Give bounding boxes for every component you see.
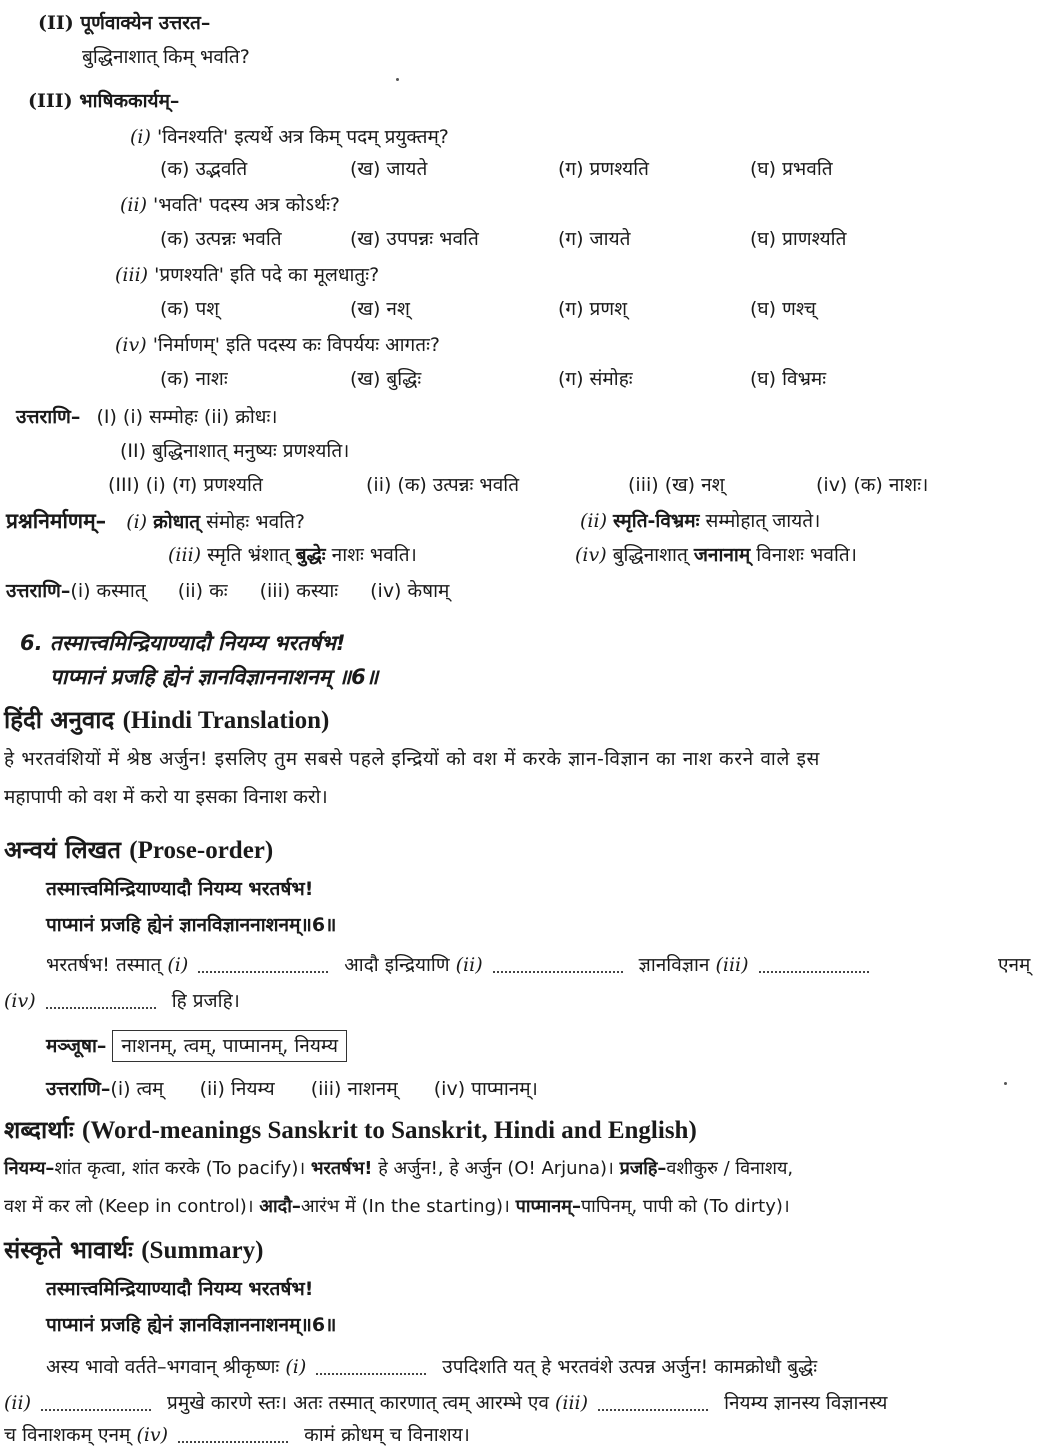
question-making-item-2: (ii) स्मृति-विभ्रमः सम्मोहात् जायते। [580,510,821,532]
answers-label: उत्तराणि– [16,406,81,428]
blank-1[interactable] [198,959,328,973]
item-number: (iv) [115,334,147,356]
summary-fill-line-2: (ii) प्रमुखे कारणे स्तः। अतः तस्मात् कारणात् त्वम् आरम्भे एव (iii) नियम्य ज्ञानस्य विज्ञानस्य [4,1392,888,1414]
blank-4[interactable] [178,1429,288,1443]
item-number: (i) [130,126,151,148]
option: (घ) विभ्रमः [750,368,827,390]
answer: (iv) (क) नाशः। [816,474,929,496]
item-text: 'विनश्यति' इत्यर्थे अत्र किम् पदम् प्रयुक्तम्? [156,126,449,148]
item-number: (iii) [115,264,149,286]
option: (क) उत्पन्नः भवति [160,228,282,250]
option: (ख) उपपन्नः भवति [350,228,479,250]
item-text: 'भवति' पदस्य अत्र कोऽर्थः? [153,194,341,216]
summary-verse-2: पाप्मानं प्रजहि ह्येनं ज्ञानविज्ञाननाशनम्॥6॥ [46,1314,337,1336]
question-making-row-1: प्रश्ननिर्माणम्– (i) क्रोधात् संमोहः भवति? [6,509,305,533]
summary-fill-line-1: अस्य भावो वर्तते–भगवान् श्रीकृष्णः (i) उपदिशति यत् हे भरतवंशे उत्पन्न अर्जुन! कामक्रोधौ बुद्धेः [46,1356,818,1378]
prose-order-heading: अन्वयं लिखत (Prose-order) [4,836,274,864]
option: (ग) संमोहः [558,368,633,390]
blank-4[interactable] [46,995,156,1009]
q3-item-4 [115,332,440,358]
blank-2[interactable] [41,1397,151,1411]
answer: (iii) (ख) नश् [628,474,725,496]
option: (ग) प्रणश् [558,298,628,320]
answers-1-line-1: उत्तराणि– (I) (i) सम्मोहः (ii) क्रोधः। [16,406,278,428]
word-meanings-heading: शब्दार्थाः (Word-meanings Sanskrit to Sanskrit, Hindi and English) [4,1116,697,1144]
blank-3[interactable] [759,959,869,973]
item-number: (ii) [120,194,147,216]
speck [1004,1082,1007,1085]
word-box: नाशनम्, त्वम्, पाप्मानम्, नियम्य [112,1030,347,1062]
option: (घ) प्राणश्यति [750,228,847,250]
option: (घ) प्रभवति [750,158,833,180]
speck [396,78,399,81]
blank-3[interactable] [598,1397,708,1411]
option: (क) उद्भवति [160,158,248,180]
summary-fill-line-3: च विनाशकम् एनम् (iv) कामं क्रोधम् च विनाशय। [4,1424,470,1446]
option: (ख) नश् [350,298,410,320]
prose-fill-line-1: भरतर्षभ! तस्मात् (i) आदौ इन्द्रियाणि (ii) ज्ञानविज्ञान (iii) [46,952,879,978]
option: (घ) णश्च् [750,298,816,320]
answer: (ii) (क) उत्पन्नः भवति [366,474,520,496]
answer: (III) (i) (ग) प्रणश्यति [108,474,263,496]
hindi-translation-line-2: महापापी को वश में करो या इसका विनाश करो। [4,786,328,808]
q3-item-3 [115,262,379,288]
item-text: 'निर्माणम्' इति पदस्य कः विपर्ययः आगतः? [152,334,441,356]
q3-label: (III) भाषिककार्यम्– [28,90,180,112]
blank-1[interactable] [316,1361,426,1375]
option: (क) पश् [160,298,220,320]
prose-verse-1: तस्मात्त्वमिन्द्रियाण्यादौ नियम्य भरतर्षभ! [46,878,314,900]
prose-fill-line-2: (iv) हि प्रजहि। [4,990,240,1012]
q2-label: (II) पूर्णवाक्येन उत्तरत– [38,12,211,34]
word-box-row [46,1030,347,1062]
q2-question: बुद्धिनाशात् किम् भवति? [82,46,250,68]
option: (ग) जायते [558,228,631,250]
item-text: 'प्रणश्यति' इति पदे का मूलधातुः? [154,264,380,286]
blank-2[interactable] [493,959,623,973]
hindi-translation-heading: हिंदी अनुवाद (Hindi Translation) [4,706,330,734]
summary-heading: संस्कृते भावार्थः (Summary) [4,1236,264,1264]
question-making-item-3: (iii) स्मृति भ्रंशात् बुद्धेः नाशः भवति। [168,544,417,566]
q3-item-1 [130,124,449,150]
verse-6-line-1: 6. तस्मात्त्वमिन्द्रियाण्यादौ नियम्य भरतर्षभ! [20,631,346,655]
prose-fill-end: एनम् [998,954,1031,976]
option: (ग) प्रणश्यति [558,158,649,180]
hindi-translation-line-1: हे भरतवंशियों में श्रेष्ठ अर्जुन! इसलिए तुम सबसे पहले इन्द्रियों को वश में करके ज्ञान-विज्ञान का नाश करने वाले इस [4,748,820,770]
answers-2: उत्तराणि–(i) कस्मात् (ii) कः (iii) कस्याः (iv) केषाम् [6,580,450,602]
prose-verse-2: पाप्मानं प्रजहि ह्येनं ज्ञानविज्ञाननाशनम्॥6॥ [46,914,337,936]
question-making-item-4: (iv) बुद्धिनाशात् जनानाम् विनाशः भवति। [575,544,857,566]
answers-1-line-2: (II) बुद्धिनाशात् मनुष्यः प्रणश्यति। [120,440,350,462]
word-meanings-line-2: वश में कर लो (Keep in control)। आदौ–आरंभ में (In the starting)। पाप्मानम्–पापिनम्, पापी को (To dirty)। [4,1196,790,1217]
word-box-label: मञ्जूषा– [46,1035,107,1057]
option: (ख) जायते [350,158,428,180]
summary-verse-1: तस्मात्त्वमिन्द्रियाण्यादौ नियम्य भरतर्षभ! [46,1278,314,1300]
q3-item-2 [120,192,340,218]
question-making-label: प्रश्ननिर्माणम्– [6,509,107,533]
word-meanings-line-1: नियम्य–शांत कृत्वा, शांत करके (To pacify)। भरतर्षभ! हे अर्जुन!, हे अर्जुन (O! Arjuna)। प्रजहि–वशीकुरु / विनाशय, [4,1158,794,1179]
option: (ख) बुद्धिः [350,368,422,390]
option: (क) नाशः [160,368,228,390]
verse-6-line-2: पाप्मानं प्रजहि ह्येनं ज्ञानविज्ञाननाशनम् ॥6॥ [50,665,379,689]
prose-answers: उत्तराणि–(i) त्वम् (ii) नियम्य (iii) नाशनम् (iv) पाप्मानम्। [46,1078,538,1100]
